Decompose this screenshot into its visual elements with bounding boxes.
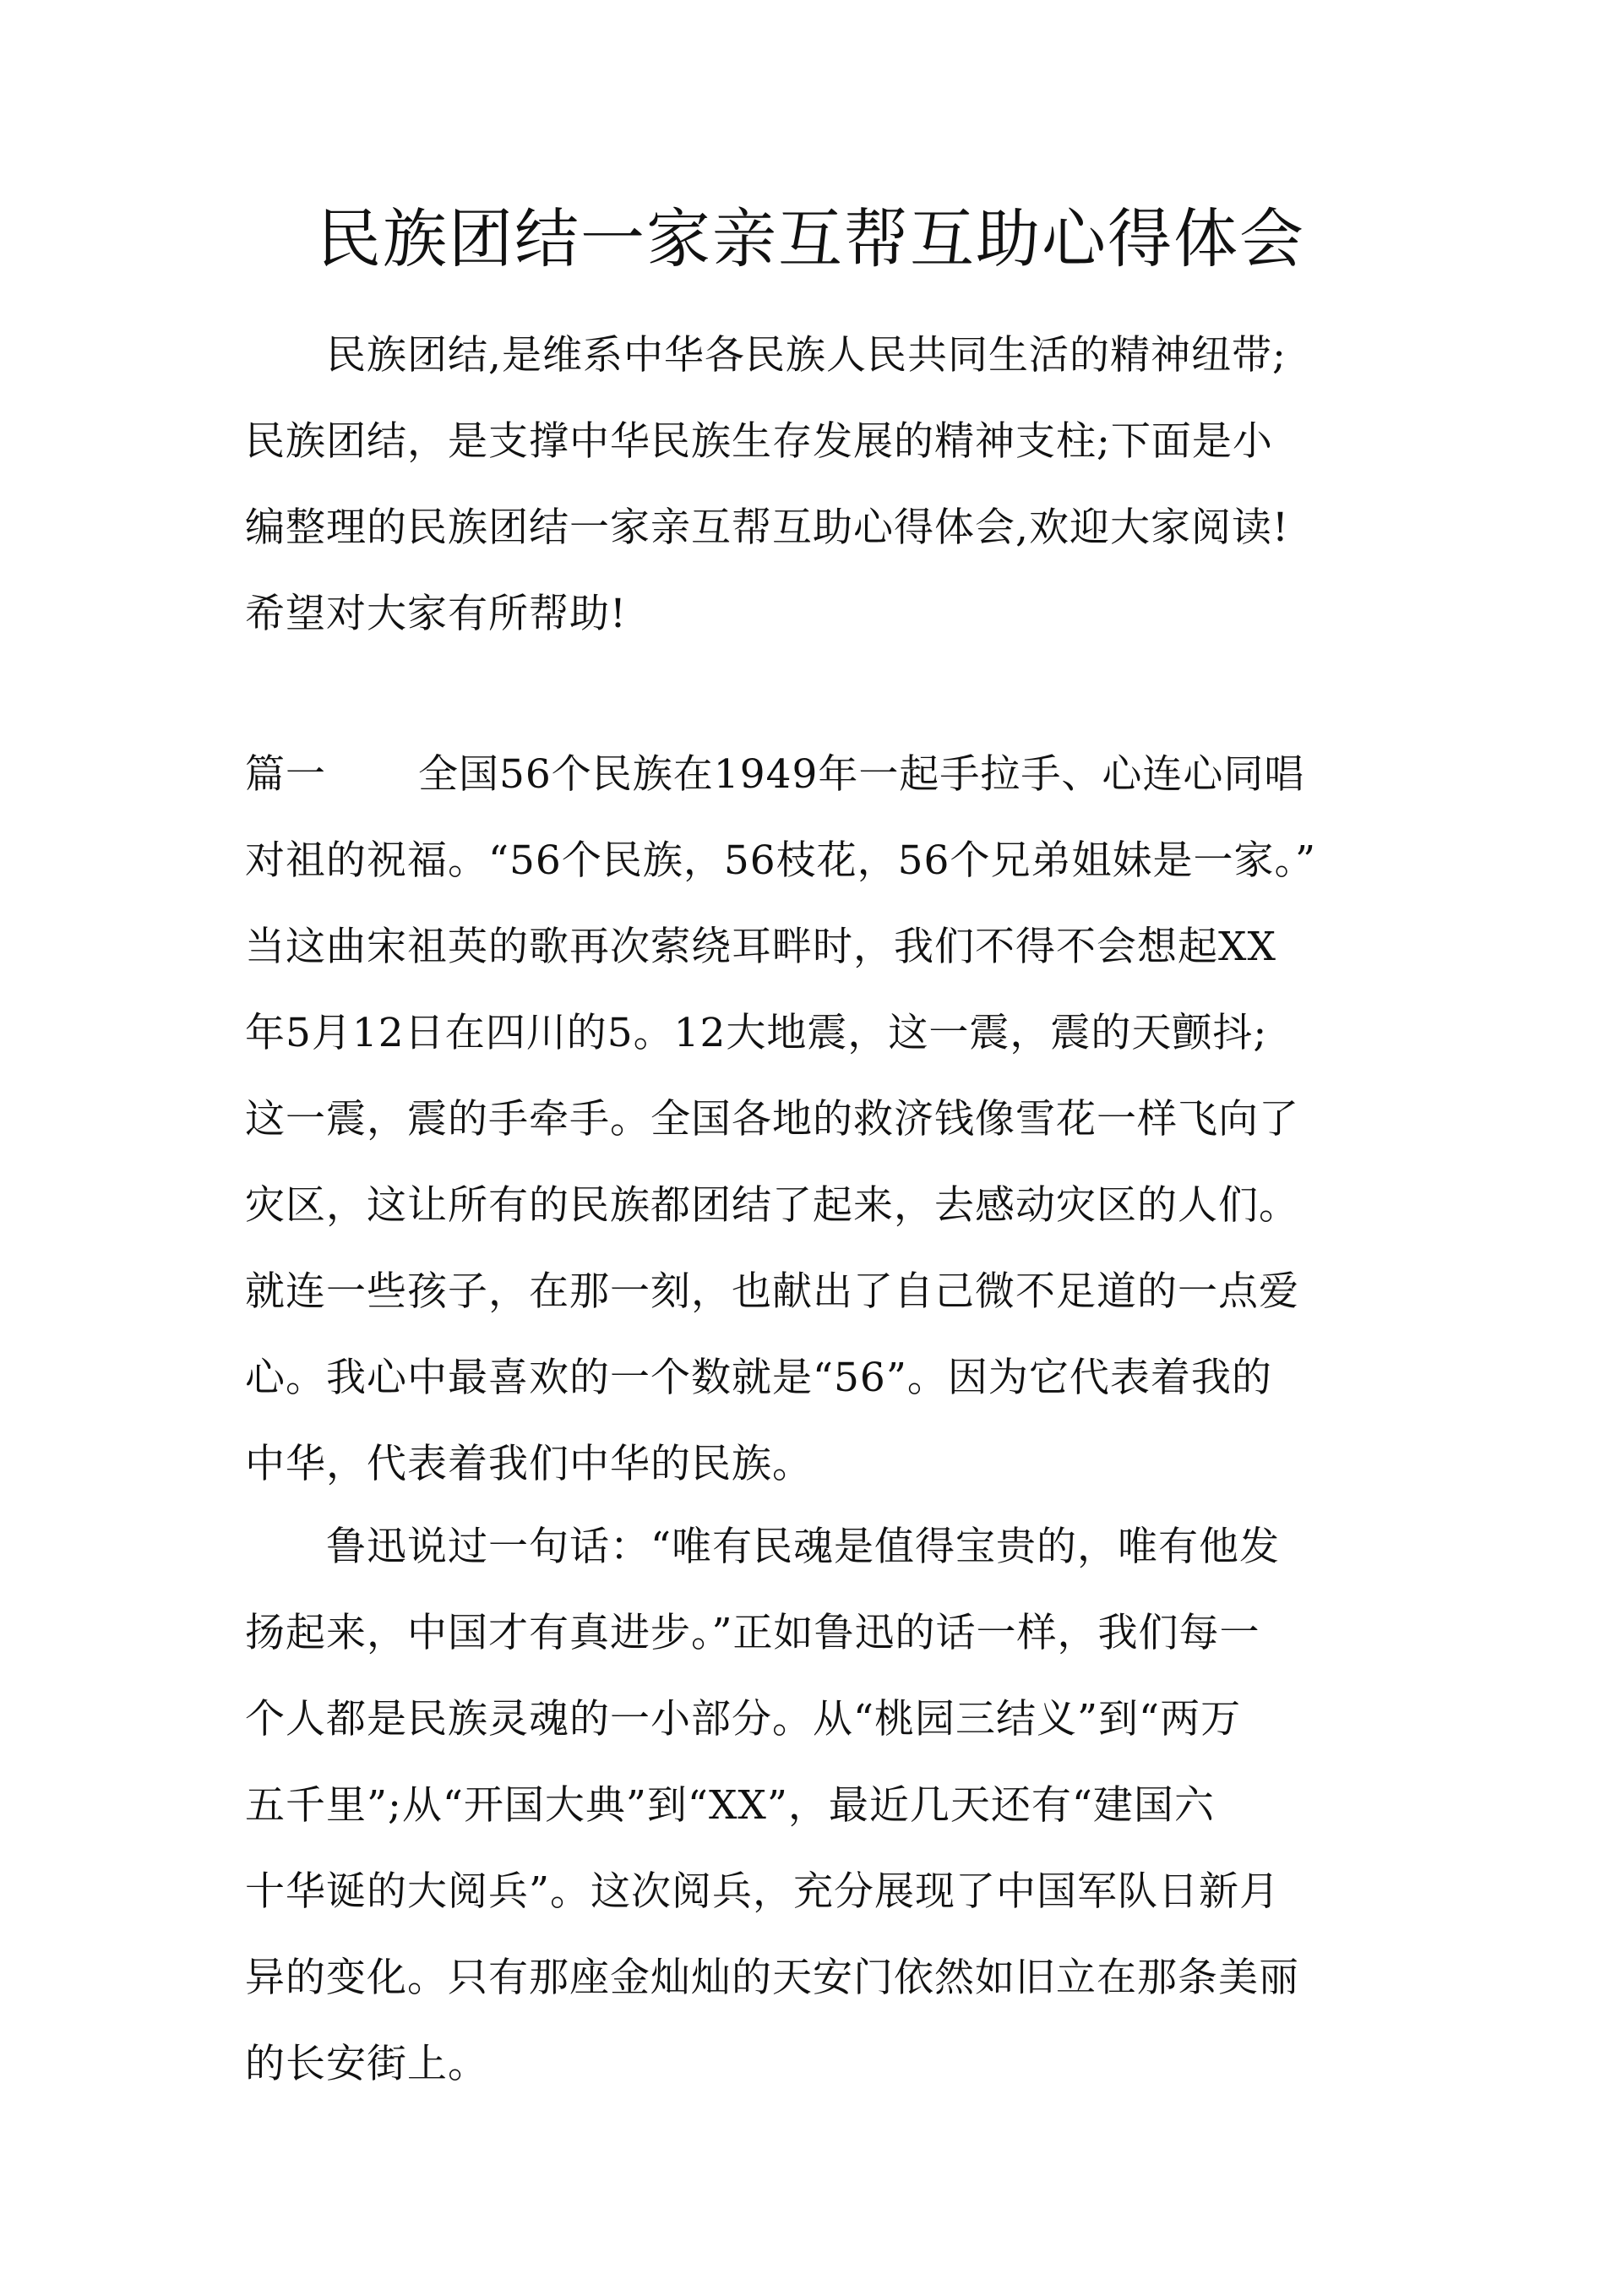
document-title: 民族团结一家亲互帮互助心得体会	[317, 201, 1305, 276]
text-line: 对祖的祝福。“56个民族，56枝花，56个兄弟姐妹是一家。”	[245, 837, 1316, 884]
text-line: 的长安街上。	[245, 2041, 488, 2087]
text-line	[245, 732, 1377, 818]
text-line: 民族团结,是维系中华各民族人民共同生活的精神纽带;	[326, 332, 1287, 379]
piece-one-paragraph	[245, 732, 1377, 1508]
text-line: 这一震，震的手牵手。全国各地的救济钱像雪花一样飞向了	[245, 1096, 1299, 1143]
text-line: 民族团结，是支撑中华民族生存发展的精神支柱;下面是小	[245, 418, 1273, 465]
text-line: 灾区，这让所有的民族都团结了起来，去感动灾区的人们。	[245, 1182, 1299, 1229]
text-line: 扬起来，中国才有真进步。”正如鲁迅的话一样，我们每一	[245, 1610, 1260, 1656]
text-line: 五千里”;从“开国大典”到“XX”，最近几天还有“建国六	[245, 1782, 1215, 1829]
piece-two-paragraph	[245, 1504, 1377, 2108]
text-line: 中华，代表着我们中华的民族。	[245, 1441, 813, 1487]
text-line: 希望对大家有所帮助!	[245, 591, 627, 637]
text-line: 年5月12日在四川的5。12大地震，这一震，震的天颤抖;	[245, 1010, 1268, 1056]
text-line: 个人都是民族灵魂的一小部分。从“桃园三结义”到“两万	[245, 1696, 1242, 1742]
text-line-content: 全国56个民族在1949年一起手拉手、心连心同唱	[418, 751, 1305, 798]
chapter-label: 篇一	[245, 751, 326, 798]
text-line: 心。我心中最喜欢的一个数就是“56”。因为它代表着我的	[245, 1355, 1272, 1401]
text-line: 十华诞的大阅兵”。这次阅兵，充分展现了中国军队日新月	[245, 1868, 1281, 1915]
text-line: 异的变化。只有那座金灿灿的天安门依然如旧立在那条美丽	[245, 1955, 1299, 2001]
intro-paragraph	[245, 313, 1377, 657]
text-line: 当这曲宋祖英的歌再次萦绕耳畔时，我们不得不会想起XX	[245, 924, 1276, 970]
text-line: 编整理的民族团结一家亲互帮互助心得体会,欢迎大家阅读!	[245, 504, 1289, 551]
text-line: 就连一些孩子，在那一刻，也献出了自己微不足道的一点爱	[245, 1268, 1299, 1315]
text-line: 鲁迅说过一句话：“唯有民魂是值得宝贵的，唯有他发	[326, 1524, 1281, 1570]
